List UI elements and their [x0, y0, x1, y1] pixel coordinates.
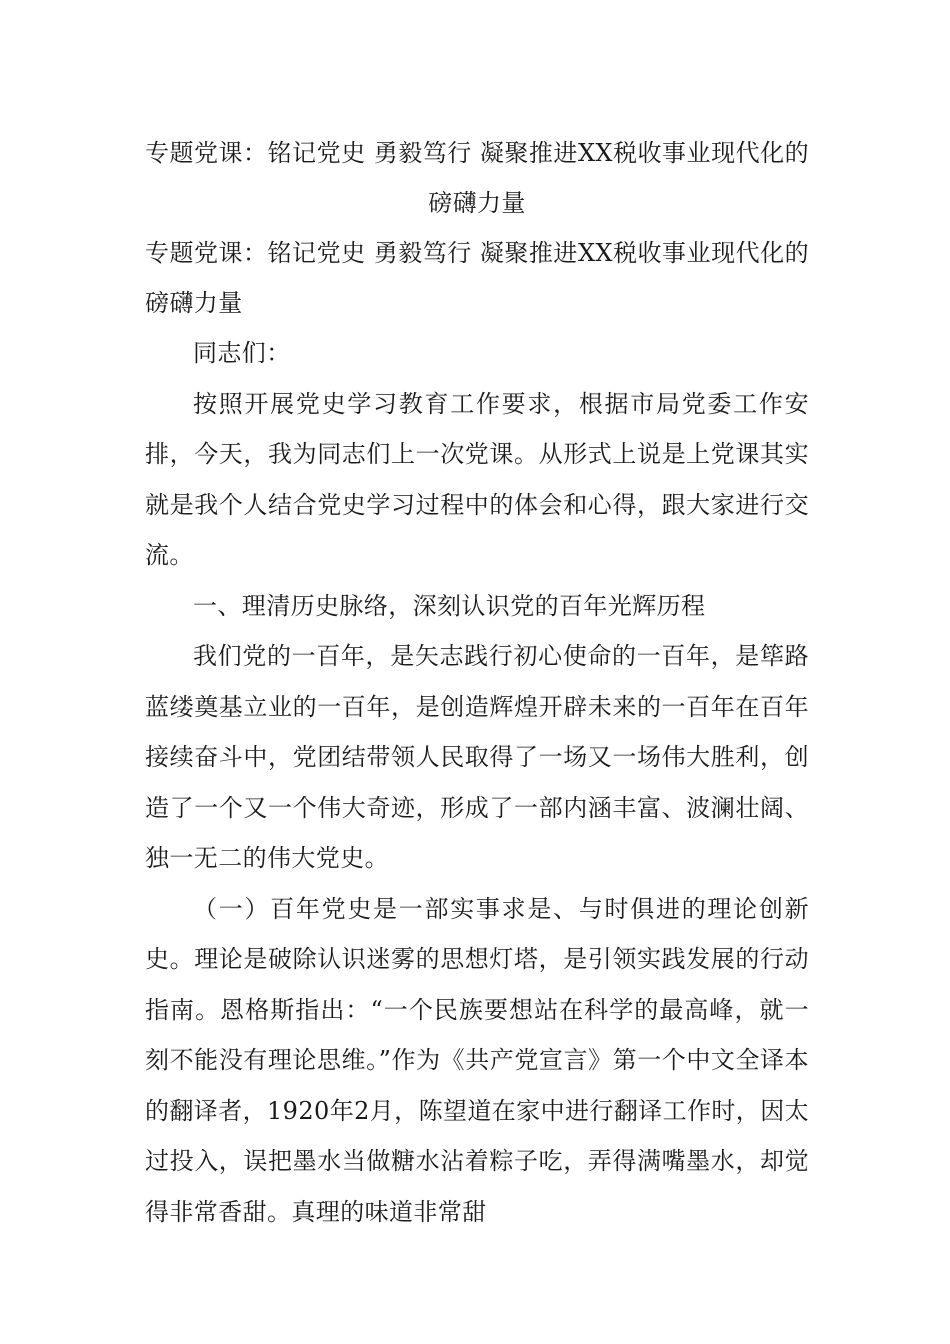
paragraph-intro: 按照开展党史学习教育工作要求，根据市局党委工作安排，今天，我为同志们上一次党课。从形式上说是上党课其实就是我个人结合党史学习过程中的体会和心得，跟大家进行交流。 — [145, 389, 809, 569]
paragraph-history: 我们党的一百年，是矢志践行初心使命的一百年，是筚路蓝缕奠基立业的一百年，是创造辉煌开辟未来的一百年在百年接续奋斗中，党团结带领人民取得了一场又一场伟大胜利，创造了一个又一个伟大奇迹，形成了一部内涵丰富、波澜壮阔、独一无二的伟大党史。 — [145, 642, 809, 872]
document-title-repeat: 专题党课：铭记党史 勇毅笃行 凝聚推进XX税收事业现代化的磅礴力量 — [145, 239, 809, 317]
section-heading-1: 一、理清历史脉络，深刻认识党的百年光辉历程 — [193, 591, 706, 620]
greeting: 同志们： — [193, 339, 291, 367]
paragraph-theory: （一）百年党史是一部实事求是、与时俱进的理论创新史。理论是破除认识迷雾的思想灯塔，是引领实践发展的行动指南。恩格斯指出：“一个民族要想站在科学的最高峰，就一刻不能没有理论思维。”作为《共产党宣言》第一个中文全译本的翻译者，1920年2月，陈望道在家中进行翻译工作时，因太过投入，误把墨水当做糖水沾着粽子吃，弄得满嘴墨水，却觉得非常香甜。真理的味道非常甜 — [145, 894, 809, 1226]
document-title: 专题党课：铭记党史 勇毅笃行 凝聚推进XX税收事业现代化的磅礴力量 — [145, 139, 809, 217]
document-body — [145, 128, 809, 1237]
